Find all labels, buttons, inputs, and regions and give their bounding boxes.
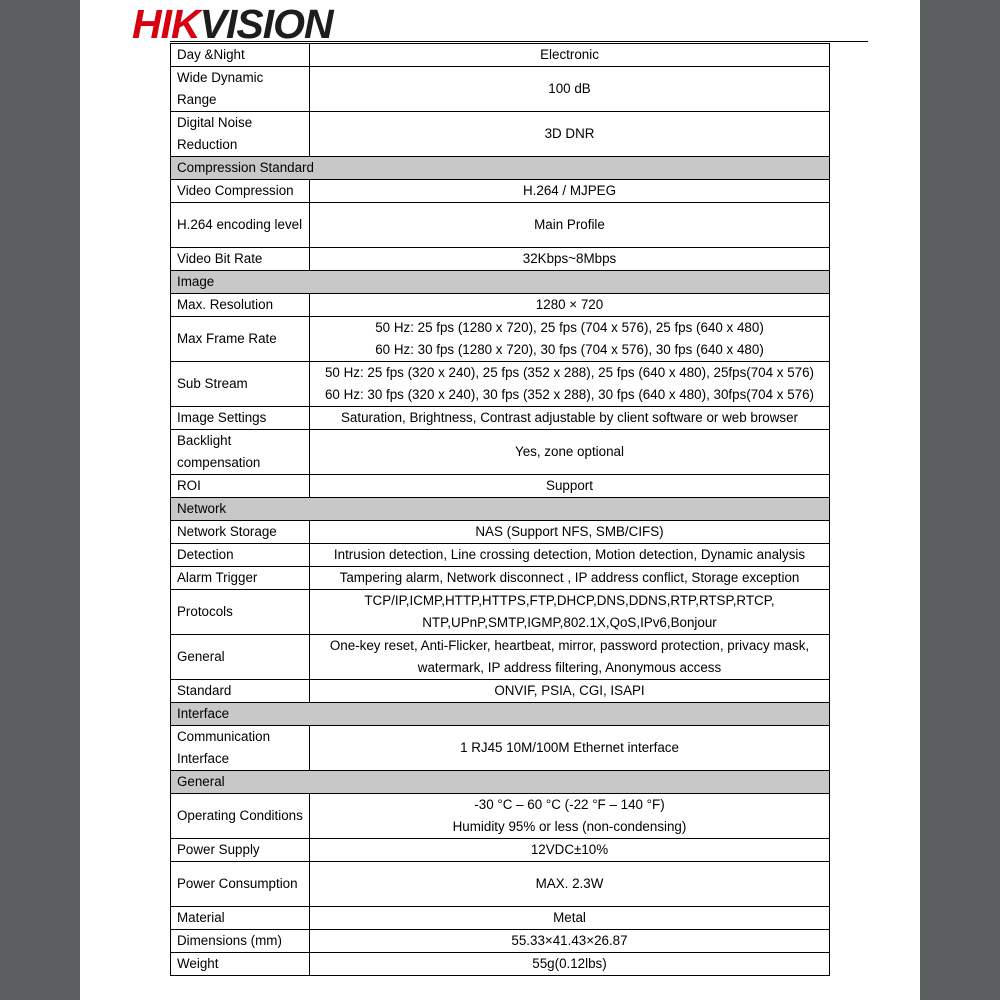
- spec-value: -30 °C – 60 °C (-22 °F – 140 °F) Humidity 95% or less (non-condensing): [310, 794, 830, 839]
- spec-row: [171, 680, 830, 703]
- section-header-row: [171, 771, 830, 794]
- header-rule: [170, 41, 868, 42]
- spec-row: [171, 567, 830, 590]
- spec-row: [171, 930, 830, 953]
- spec-label: Dimensions (mm): [171, 930, 310, 953]
- spec-row: [171, 362, 830, 407]
- spec-row: [171, 203, 830, 248]
- spec-value: Support: [310, 475, 830, 498]
- spec-label: Weight: [171, 953, 310, 976]
- spec-label: Video Bit Rate: [171, 248, 310, 271]
- spec-value: Tampering alarm, Network disconnect , IP address conflict, Storage exception: [310, 567, 830, 590]
- spec-value: 100 dB: [310, 67, 830, 112]
- spec-row: [171, 407, 830, 430]
- spec-row: [171, 907, 830, 930]
- spec-label: Wide Dynamic Range: [171, 67, 310, 112]
- spec-label: Digital Noise Reduction: [171, 112, 310, 157]
- logo-prefix: HIK: [132, 1, 200, 47]
- section-title: Compression Standard: [171, 157, 830, 180]
- spec-value: ONVIF, PSIA, CGI, ISAPI: [310, 680, 830, 703]
- spec-label: Backlight compensation: [171, 430, 310, 475]
- spec-value: Electronic: [310, 44, 830, 67]
- spec-label: Power Supply: [171, 839, 310, 862]
- spec-label: Day &Night: [171, 44, 310, 67]
- spec-row: [171, 521, 830, 544]
- spec-value: 3D DNR: [310, 112, 830, 157]
- section-title: Network: [171, 498, 830, 521]
- section-title: Image: [171, 271, 830, 294]
- spec-value: Saturation, Brightness, Contrast adjustable by client software or web browser: [310, 407, 830, 430]
- spec-label: Sub Stream: [171, 362, 310, 407]
- spec-table-body: [171, 44, 830, 976]
- spec-value: 1280 × 720: [310, 294, 830, 317]
- spec-row: [171, 953, 830, 976]
- spec-value: 12VDC±10%: [310, 839, 830, 862]
- spec-row: [171, 839, 830, 862]
- spec-value: One-key reset, Anti-Flicker, heartbeat, mirror, password protection, privacy mask, watermark, IP address filtering, Anonymous access: [310, 635, 830, 680]
- section-title: Interface: [171, 703, 830, 726]
- hikvision-logo: [132, 2, 333, 46]
- spec-row: [171, 112, 830, 157]
- logo-suffix: VISION: [199, 1, 333, 47]
- document-page: [80, 0, 920, 1000]
- spec-row: [171, 317, 830, 362]
- spec-row: [171, 635, 830, 680]
- spec-label: Video Compression: [171, 180, 310, 203]
- spec-value: NAS (Support NFS, SMB/CIFS): [310, 521, 830, 544]
- spec-row: [171, 726, 830, 771]
- spec-value: 55.33×41.43×26.87: [310, 930, 830, 953]
- spec-row: [171, 590, 830, 635]
- spec-label: ROI: [171, 475, 310, 498]
- spec-row: [171, 475, 830, 498]
- spec-label: Protocols: [171, 590, 310, 635]
- spec-row: [171, 430, 830, 475]
- section-title: General: [171, 771, 830, 794]
- spec-label: Network Storage: [171, 521, 310, 544]
- spec-value: 50 Hz: 25 fps (320 x 240), 25 fps (352 x 288), 25 fps (640 x 480), 25fps(704 x 576) 60 Hz: 30 fps (320 x 240), 30 fps (352 x 288), 30 fps (640 x 480), 30fps(704 x 576): [310, 362, 830, 407]
- section-header-row: [171, 271, 830, 294]
- spec-row: [171, 180, 830, 203]
- spec-value: H.264 / MJPEG: [310, 180, 830, 203]
- spec-value: MAX. 2.3W: [310, 862, 830, 907]
- spec-label: Standard: [171, 680, 310, 703]
- spec-table: [170, 43, 830, 976]
- spec-label: Operating Conditions: [171, 794, 310, 839]
- spec-value: 55g(0.12lbs): [310, 953, 830, 976]
- spec-label: H.264 encoding level: [171, 203, 310, 248]
- spec-value: TCP/IP,ICMP,HTTP,HTTPS,FTP,DHCP,DNS,DDNS,RTP,RTSP,RTCP, NTP,UPnP,SMTP,IGMP,802.1X,QoS,IPv6,Bonjour: [310, 590, 830, 635]
- spec-row: [171, 794, 830, 839]
- spec-value: 50 Hz: 25 fps (1280 x 720), 25 fps (704 x 576), 25 fps (640 x 480) 60 Hz: 30 fps (1280 x 720), 30 fps (704 x 576), 30 fps (640 x 480): [310, 317, 830, 362]
- spec-value: 32Kbps~8Mbps: [310, 248, 830, 271]
- spec-row: [171, 248, 830, 271]
- spec-value: Intrusion detection, Line crossing detection, Motion detection, Dynamic analysis: [310, 544, 830, 567]
- spec-row: [171, 544, 830, 567]
- spec-label: Max Frame Rate: [171, 317, 310, 362]
- spec-label: Detection: [171, 544, 310, 567]
- spec-row: [171, 67, 830, 112]
- spec-label: Image Settings: [171, 407, 310, 430]
- spec-value: Metal: [310, 907, 830, 930]
- spec-row: [171, 862, 830, 907]
- spec-label: Communication Interface: [171, 726, 310, 771]
- section-header-row: [171, 157, 830, 180]
- spec-label: Power Consumption: [171, 862, 310, 907]
- section-header-row: [171, 703, 830, 726]
- spec-row: [171, 294, 830, 317]
- spec-value: Main Profile: [310, 203, 830, 248]
- spec-value: Yes, zone optional: [310, 430, 830, 475]
- spec-label: Material: [171, 907, 310, 930]
- spec-value: 1 RJ45 10M/100M Ethernet interface: [310, 726, 830, 771]
- spec-label: Max. Resolution: [171, 294, 310, 317]
- spec-row: [171, 44, 830, 67]
- spec-label: General: [171, 635, 310, 680]
- section-header-row: [171, 498, 830, 521]
- spec-label: Alarm Trigger: [171, 567, 310, 590]
